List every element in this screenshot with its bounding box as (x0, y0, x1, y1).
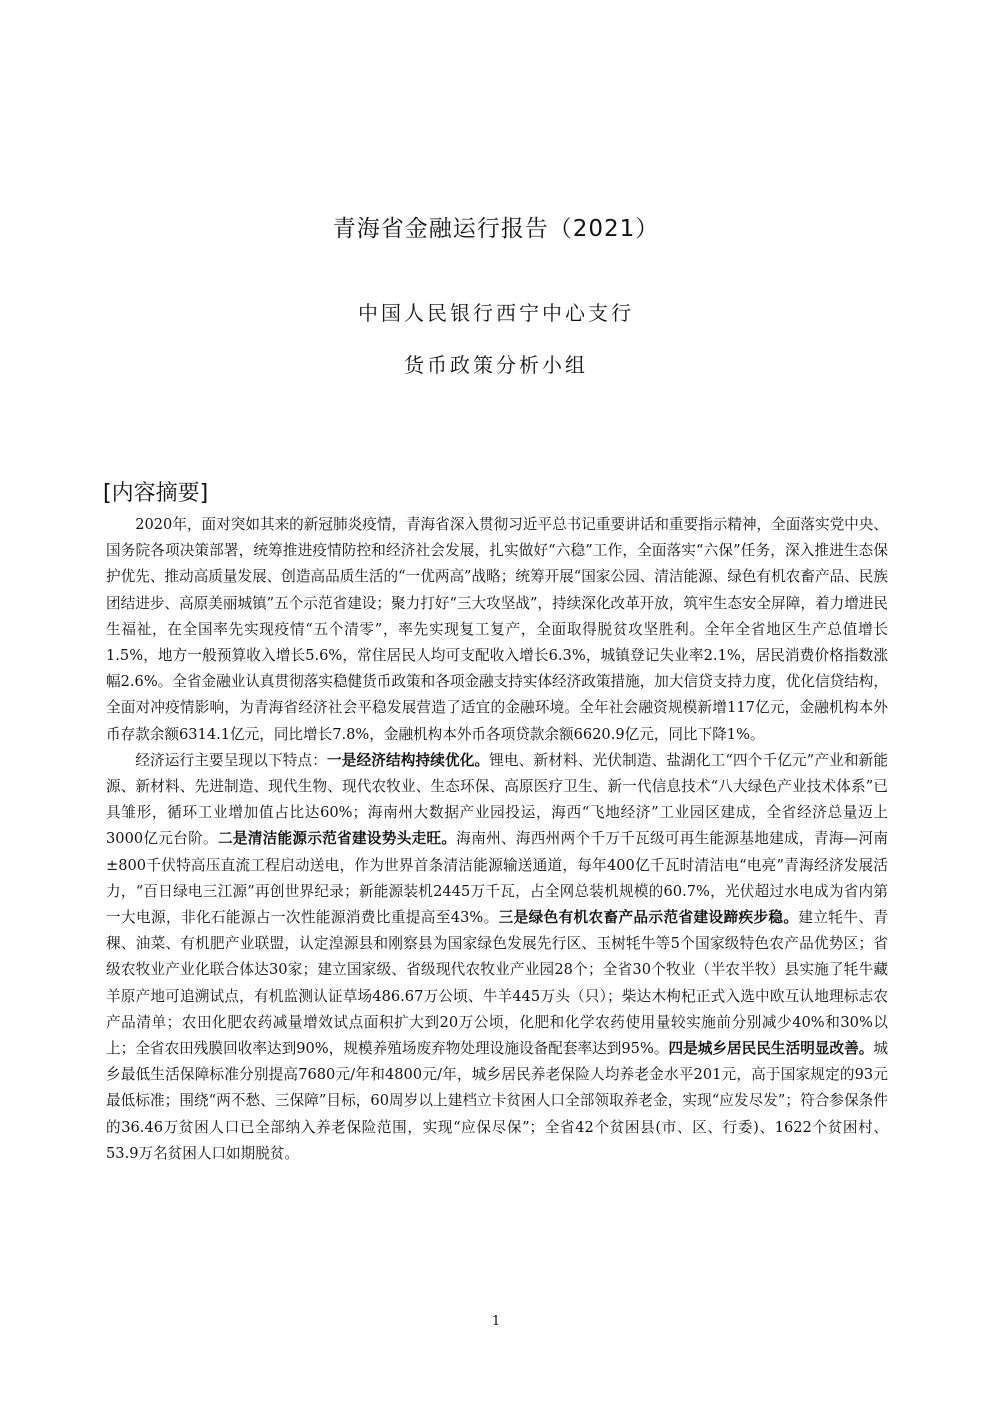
feature-heading-1: 一是经济结构持续优化。 (327, 751, 490, 769)
summary-body (106, 512, 888, 1167)
feature-text-2: 海南州、海西州两个千万千瓦级可再生能源基地建成，青海—河南±800千伏特高压直流工程启动送电，作为世界首条清洁能源输送通道，每年400亿千瓦时清洁电“电亮”青海经济发展活力，“百日绿电三江源”再创世界纪录；新能源装机2445万千瓦，占全网总装机规模的60.7%，光伏超过水电成为省内第一大电源，非化石能源占一次性能源消费比重提高至43%。 (106, 830, 888, 927)
feature-heading-3: 三是绿色有机农畜产品示范省建设蹄疾步稳。 (498, 909, 799, 927)
analysis-group: 货币政策分析小组 (404, 353, 588, 377)
issuing-organization: 中国人民银行西宁中心支行 (358, 301, 634, 325)
feature-text-1: 锂电、新材料、光伏制造、盐湖化工“四个千亿元”产业和新能源、新材料、先进制造、现代生物、现代农牧业、生态环保、高原医疗卫生、新一代信息技术“八大绿色产业技术体系”已具雏形，循环工业增加值占比达60%；海南州大数据产业园投运，海西“飞地经济”工业园区建成，全省经济总量迈上3000亿元台阶。 (106, 751, 888, 848)
feature-heading-4: 四是城乡居民民生活明显改善。 (668, 1040, 874, 1058)
summary-heading: [内容摘要] (103, 481, 209, 506)
page-number: 1 (491, 1314, 501, 1329)
feature-heading-2: 二是清洁能源示范省建设势头走旺。 (217, 830, 457, 848)
feature-text-4: 城乡最低生活保障标准分别提高7680元/年和4800元/年，城乡居民养老保险人均养老金水平201元，高于国家规定的93元最低标准；围绕“两不愁、三保障”目标，60周岁以上建档立卡贫困人口全部领取养老金，实现“应发尽发”；符合参保条件的36.46万贫困人口已全部纳入养老保险范围，实现“应保尽保”；全省42个贫困县(市、区、行委)、1622个贫困村、53.9万名贫困人口如期脱贫。 (106, 1040, 888, 1162)
summary-paragraph-1: 2020年，面对突如其来的新冠肺炎疫情，青海省深入贯彻习近平总书记重要讲话和重要指示精神，全面落实党中央、国务院各项决策部署，统筹推进疫情防控和经济社会发展，扎实做好“六稳”工作，全面落实“六保”任务，深入推进生态保护优先、推动高质量发展、创造高品质生活的“一优两高”战略；统筹开展“国家公园、清洁能源、绿色有机农畜产品、民族团结进步、高原美丽城镇”五个示范省建设；聚力打好“三大攻坚战”，持续深化改革开放，筑牢生态安全屏障，着力增进民生福祉，在全国率先实现疫情“五个清零”，率先实现复工复产，全面取得脱贫攻坚胜利。全年全省地区生产总值增长1.5%，地方一般预算收入增长5.6%，常住居民人均可支配收入增长6.3%，城镇登记失业率2.1%，居民消费价格指数涨幅2.6%。全省金融业认真贯彻落实稳健货币政策和各项金融支持实体经济政策措施，加大信贷支持力度，优化信贷结构，全面对冲疫情影响，为青海省经济社会平稳发展营造了适宜的金融环境。全年社会融资规模新增117亿元，金融机构本外币存款余额6314.1亿元，同比增长7.8%，金融机构本外币各项贷款余额6620.9亿元，同比下降1%。 (106, 516, 888, 743)
summary-paragraph-2 (106, 748, 888, 1167)
feature-text-3: 建立牦牛、青稞、油菜、有机肥产业联盟，认定湟源县和刚察县为国家绿色发展先行区、玉树牦牛等5个国家级特色农产品优势区；省级农牧业产业化联合体达30家；建立国家级、省级现代农牧业产业园28个；全省30个牧业（半农半牧）县实施了牦牛藏羊原产地可追溯试点，有机监测认证草场486.67万公顷、牛羊445万头（只）；柴达木枸杞正式入选中欧互认地理标志农产品清单；农田化肥农药减量增效试点面积扩大到20万公顷，化肥和化学农药使用量较实施前分别减少40%和30%以上；全省农田残膜回收率达到90%，规模养殖场废弃物处理设施设备配套率达到95%。 (106, 909, 888, 1058)
features-intro: 经济运行主要呈现以下特点： (135, 751, 327, 769)
report-title: 青海省金融运行报告（2021） (332, 216, 660, 242)
